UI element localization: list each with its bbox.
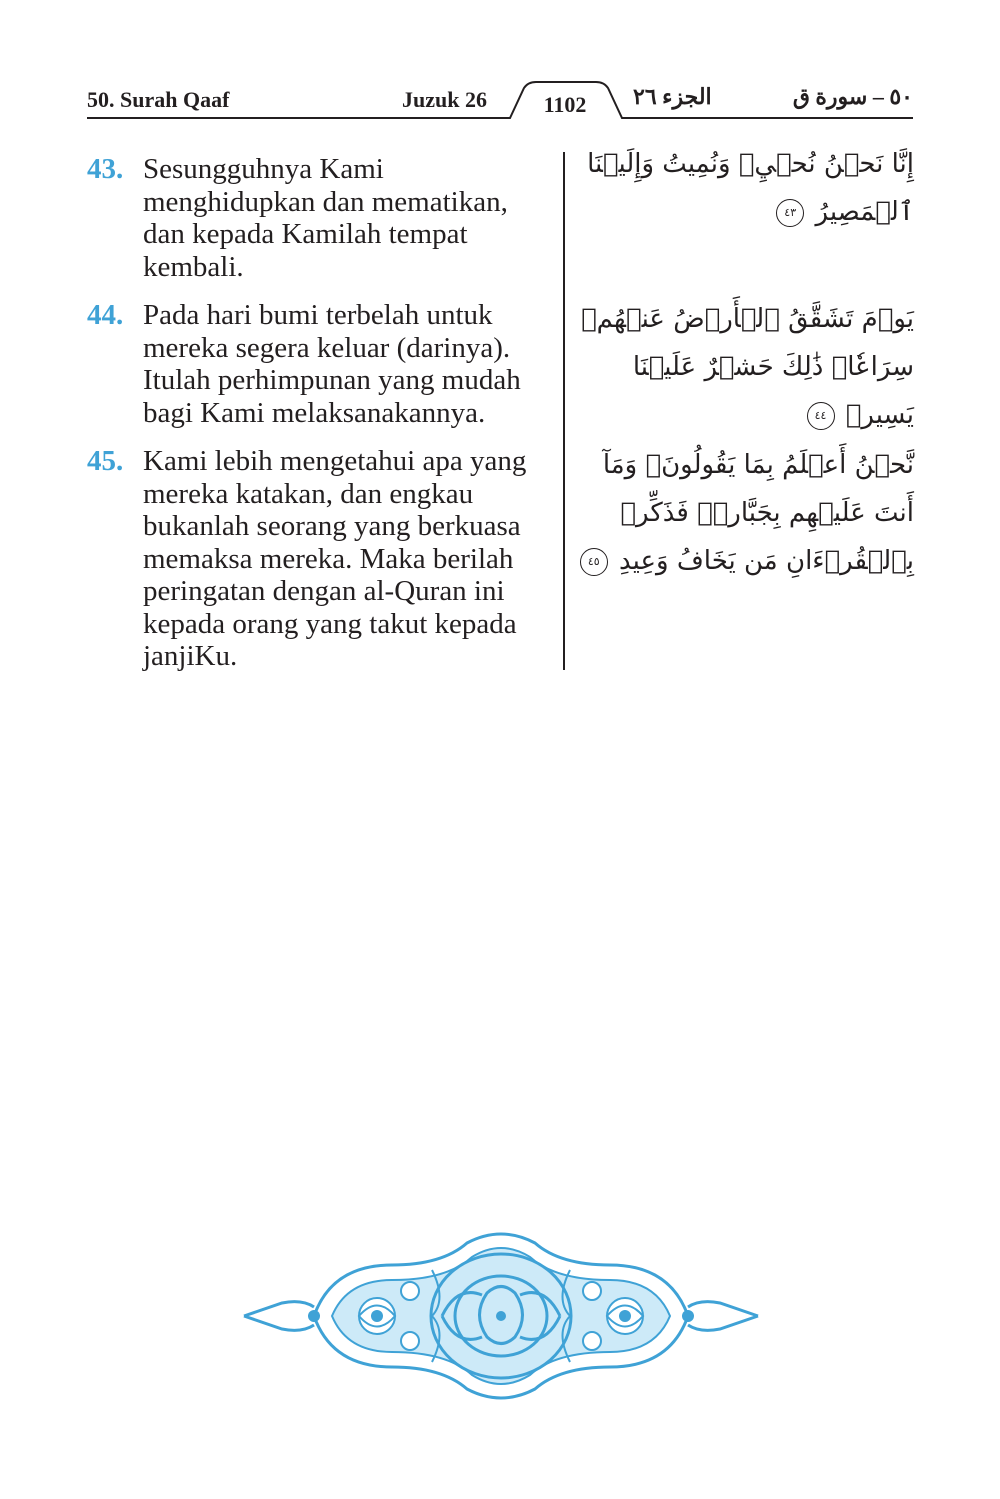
verse-text: Kami lebih mengetahui apa yang mereka katakan, dan engkau bukanlah seorang yang berkuasa memaksa mereka. Maka berilah peringatan dengan al-Quran ini kepada orang yang takut kepada janjiKu. xyxy=(143,445,527,672)
verse-text: Pada hari bumi terbelah untuk mereka segera keluar (darinya). Itulah perhimpunan yang mudah bagi Kami melaksanakannya. xyxy=(143,299,521,429)
ayah-marker-icon: ٤٤ xyxy=(807,402,835,430)
ayah-marker-icon: ٤٣ xyxy=(776,199,804,227)
ayah-marker-icon: ٤٥ xyxy=(580,548,608,576)
verse-arabic-44 xyxy=(574,295,914,439)
verse-number: 43. xyxy=(87,153,124,185)
surah-title-arabic: ٥٠ – سورة ق xyxy=(792,84,913,109)
verse-text: Sesungguhnya Kami menghidupkan dan mematikan, dan kepada Kamilah tempat kembali. xyxy=(143,153,508,283)
page-number: 1102 xyxy=(543,92,587,117)
ornament-icon xyxy=(242,1225,760,1407)
column-divider xyxy=(563,152,565,670)
surah-title: 50. Surah Qaaf xyxy=(87,87,230,112)
verse-arabic-43 xyxy=(574,140,914,236)
juz-label-arabic: الجزء ٢٦ xyxy=(633,84,712,109)
arabic-text: إِنَّا نَحۡنُ نُحۡيِۦ وَنُمِيتُ وَإِلَيۡنَا ٱلۡمَصِيرُ xyxy=(587,149,914,227)
page-header xyxy=(0,0,1000,130)
arabic-text: نَّحۡنُ أَعۡلَمُ بِمَا يَقُولُونَۖ وَمَآ أَنتَ عَلَيۡهِم بِجَبَّارٖۖ فَذَكِّرۡ بِٱلۡقُرۡءَانِ مَن يَخَافُ وَعِيدِ xyxy=(602,450,914,576)
juz-label: Juzuk 26 xyxy=(402,87,487,112)
verse-number: 44. xyxy=(87,299,124,331)
arabic-text: يَوۡمَ تَشَقَّقُ ٱلۡأَرۡضُ عَنۡهُمۡ سِرَاعٗاۚ ذَٰلِكَ حَشۡرٌ عَلَيۡنَا يَسِيرٞ xyxy=(581,304,914,430)
verse-arabic-45 xyxy=(574,441,914,585)
verse-number: 45. xyxy=(87,445,124,477)
